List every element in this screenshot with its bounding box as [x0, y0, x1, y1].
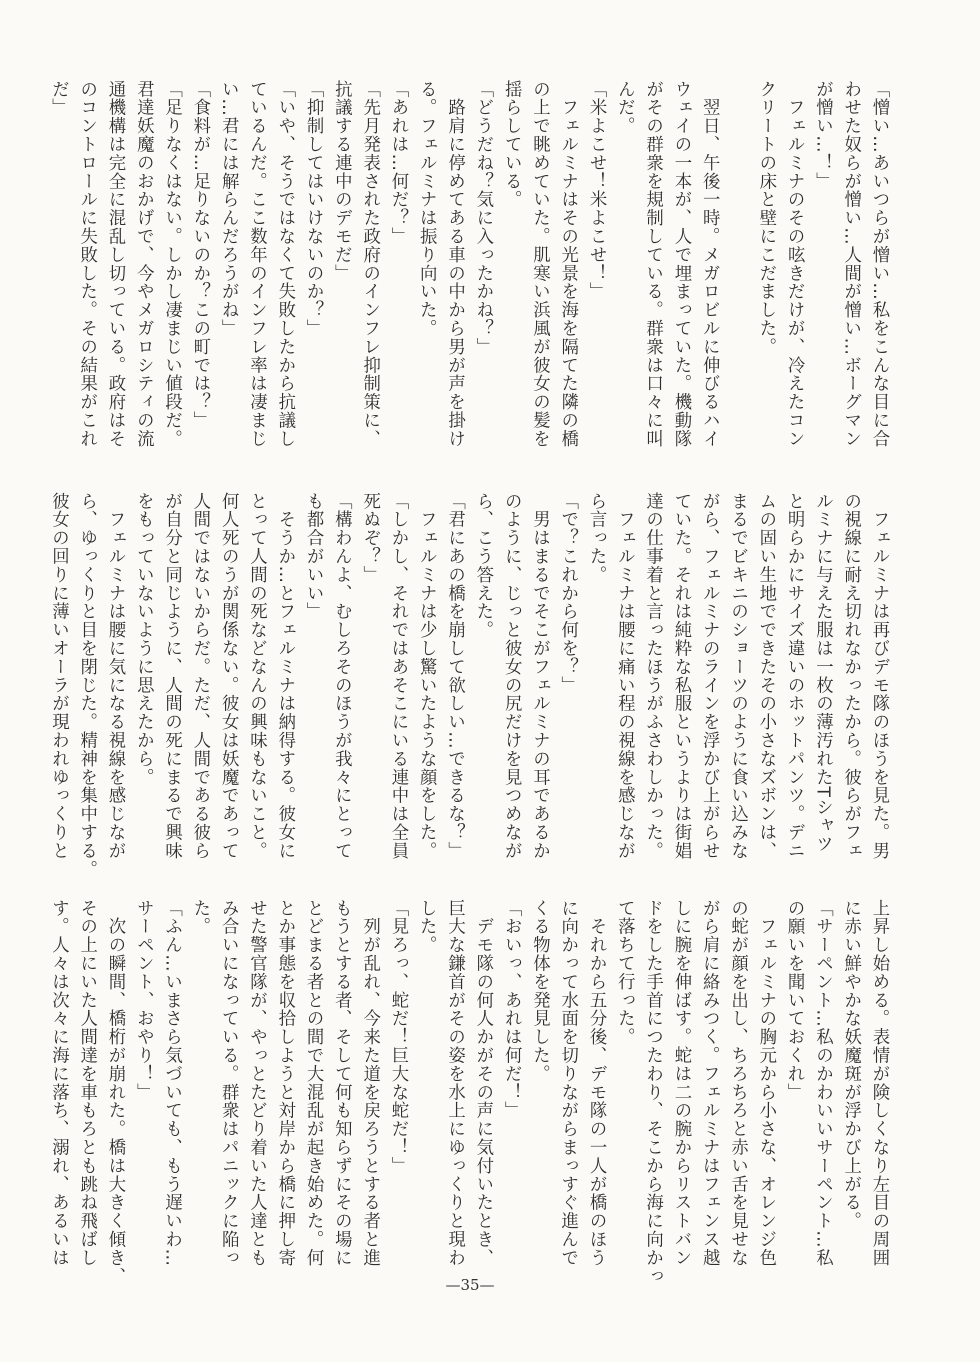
text-column: まるでビキニのショーツのように食い込みな — [727, 492, 748, 860]
text-column: のように、じっと彼女の尻だけを見つめなが — [501, 492, 522, 860]
text-column: の上で眺めていた。肌寒い浜風が彼女の髪を — [529, 80, 550, 448]
text-column: 次の瞬間、橋桁が崩れた。橋は大きく傾き、 — [104, 899, 125, 1286]
text-column: 翌日、午後一時。メガロビルに伸びるハイ — [699, 80, 720, 448]
text-column: い…君には解らんだろうがね」 — [218, 80, 239, 338]
text-column: 死ぬぞ？」 — [359, 492, 380, 584]
text-column: の蛇が顔を出し、ちろちろと赤い舌を見せな — [727, 899, 748, 1267]
text-column: 路肩に停めてある車の中から男が声を掛け — [444, 80, 465, 448]
text-column: が自分と同じように、人間の死にまるで興味 — [161, 492, 182, 860]
text-column: ドをした手首につたわり、そこから海に向かっ — [642, 899, 663, 1286]
text-column: クリートの床と壁にこだました。 — [755, 80, 776, 356]
text-column: フェルミナは再びデモ隊のほうを見た。男 — [869, 492, 889, 860]
text-column: 「足りなくはない。しかし凄まじい値段だ。 — [161, 80, 182, 448]
text-column: 「君にあの橋を崩して欲しい…できるな？」 — [444, 492, 465, 860]
text-column: 人間ではないからだ。ただ、人間である彼ら — [189, 492, 210, 860]
text-column: て落ちて行った。 — [614, 899, 635, 1047]
text-column: フェルミナは腰に痛い程の視線を感じなが — [614, 492, 635, 860]
text-column: とか事態を収拾しようと対岸から橋に押し寄 — [274, 899, 295, 1267]
text-column: 君達妖魔のおかげで、今やメガロシティの流 — [133, 80, 154, 448]
text-column: 「米よこせ！米よこせ！」 — [586, 80, 607, 301]
text-column: 「憎い…あいつらが憎い…私をこんな目に合 — [869, 80, 889, 448]
text-column: 「しかし、それではあそこにいる連中は全員 — [387, 492, 408, 860]
text-column: る。フェルミナは振り向いた。 — [416, 80, 437, 338]
text-column: のコントロールに失敗した。その結果がこれ — [76, 80, 97, 448]
text-column: 通機構は完全に混乱し切っている。政府はそ — [104, 80, 125, 448]
text-column: フェルミナは少し驚いたような顔をした。 — [416, 492, 437, 860]
text-column: 列が乱れ、今来た道を戻ろうとする者と進 — [359, 899, 380, 1267]
text-column: サーペント、おやり！」 — [133, 899, 154, 1102]
text-column: 抗議する連中のデモだ」 — [331, 80, 352, 283]
page-number: —35— — [445, 1276, 495, 1294]
text-column: した。 — [416, 899, 437, 955]
text-column: た。 — [189, 899, 210, 936]
text-column: ルミナに与えた服は一枚の薄汚れたTシャツ — [812, 492, 833, 854]
text-column: フェルミナは腰に気になる視線を感じなが — [104, 492, 125, 860]
text-column: 「構わんよ、むしろそのほうが我々にとって — [331, 492, 352, 860]
text-column: だ」 — [48, 80, 69, 117]
text-column: がら肩に絡みつく。フェルミナはフェンス越 — [699, 899, 720, 1267]
text-column: 「で？これから何を？」 — [557, 492, 578, 695]
text-column: 「おいっ、あれは何だ！」 — [501, 899, 522, 1120]
text-column: ているんだ。ここ数年のインフレ率は凄まじ — [246, 80, 267, 448]
text-column: もうとする者、そして何も知らずにその場に — [331, 899, 352, 1267]
text-column: 「先月発表された政府のインフレ抑制策に、 — [359, 80, 380, 448]
text-column: わせた奴らが憎い…人間が憎い…ボーグマン — [840, 80, 861, 448]
text-column: ウェイの一本が、人で埋まっていた。機動隊 — [670, 80, 691, 448]
text-column: ムの固い生地でできたその小さなズボンは、 — [755, 492, 776, 860]
text-column: も都合がいい」 — [303, 492, 324, 621]
text-column: んだ。 — [614, 80, 635, 136]
text-column: 「あれは…何だ？」 — [387, 80, 408, 246]
text-column: 何人死のうが関係ない。彼女は妖魔であって — [218, 492, 239, 860]
text-column: の視線に耐え切れなかったから。彼らがフェ — [840, 492, 861, 860]
text-column: に向かって水面を切りながらまっすぐ進んで — [557, 899, 578, 1267]
text-column: 彼女の回りに薄いオーラが現われゆっくりと — [48, 492, 69, 860]
text-column: せた警官隊が、やっとたどり着いた人達とも — [246, 899, 267, 1267]
text-column: ら、こう答えた。 — [472, 492, 493, 640]
text-column: 「ふん…いまさら気づいても、もう遅いわ… — [161, 899, 182, 1267]
text-column: の願いを聞いておくれ」 — [784, 899, 805, 1102]
text-column: 上昇し始める。表情が険しくなり左目の周囲 — [869, 899, 889, 1267]
text-column: 「抑制してはいけないのか？」 — [303, 80, 324, 338]
text-column: 「どうだね？気に入ったかね？」 — [472, 80, 493, 356]
text-block-middle — [43, 492, 893, 879]
text-column: デモ隊の何人かがその声に気付いたとき、 — [472, 899, 493, 1267]
text-column: フェルミナのその呟きだけが、冷えたコン — [784, 80, 805, 448]
text-column: 達の仕事着と言ったほうがふさわしかった。 — [642, 492, 663, 860]
text-column: 「サーペント…私のかわいいサーペント…私 — [812, 899, 833, 1267]
text-column: その上にいた人間達を車もろとも跳ね飛ばし — [76, 899, 97, 1267]
text-column: そうか…とフェルミナは納得する。彼女に — [274, 492, 295, 860]
text-block-top — [43, 80, 893, 460]
text-column: がら、フェルミナのラインを浮かび上がらせ — [699, 492, 720, 860]
text-column: 「見ろっ、蛇だ！巨大な蛇だ！」 — [387, 899, 408, 1175]
text-column: 「食料が…足りないのか？この町では？」 — [189, 80, 210, 430]
text-column: ていた。それは純粋な私服というよりは街娼 — [670, 492, 691, 860]
text-column: とって人間の死などなんの興味もないこと。 — [246, 492, 267, 860]
text-column: 男はまるでそこがフェルミナの耳であるか — [529, 492, 550, 860]
text-column: と明らかにサイズ違いのホットパンツ。デニ — [784, 492, 805, 860]
text-column: み合いになっている。群衆はパニックに陥っ — [218, 899, 239, 1267]
text-column: に赤い鮮やかな妖魔斑が浮かび上がる。 — [840, 899, 861, 1231]
text-column: をもっていないように思えたから。 — [133, 492, 154, 787]
text-column: しに腕を伸ばす。蛇は二の腕からリストバン — [670, 899, 691, 1267]
text-column: フェルミナの胸元から小さな、オレンジ色 — [755, 899, 776, 1267]
text-column: とどまる者との間で大混乱が起き始めた。何 — [303, 899, 324, 1267]
text-column: くる物体を発見した。 — [529, 899, 550, 1083]
text-column: フェルミナはその光景を海を隔てた隣の橋 — [557, 80, 578, 448]
text-column — [723, 80, 751, 460]
text-column: ら言った。 — [586, 492, 607, 584]
text-column: がその群衆を規制している。群衆は口々に叫 — [642, 80, 663, 448]
text-column: 巨大な鎌首がその姿を水上にゆっくりと現わ — [444, 899, 465, 1267]
text-column: が憎い…！」 — [812, 80, 833, 191]
text-column: 「いや、そうではなくて失敗したから抗議し — [274, 80, 295, 448]
text-column: ら、ゆっくりと目を閉じた。精神を集中する。 — [76, 492, 97, 879]
text-column: 揺らしている。 — [501, 80, 522, 209]
text-column: す。人々は次々に海に落ち、溺れ、あるいは — [48, 899, 69, 1267]
text-column: それから五分後、デモ隊の一人が橋のほう — [586, 899, 607, 1267]
